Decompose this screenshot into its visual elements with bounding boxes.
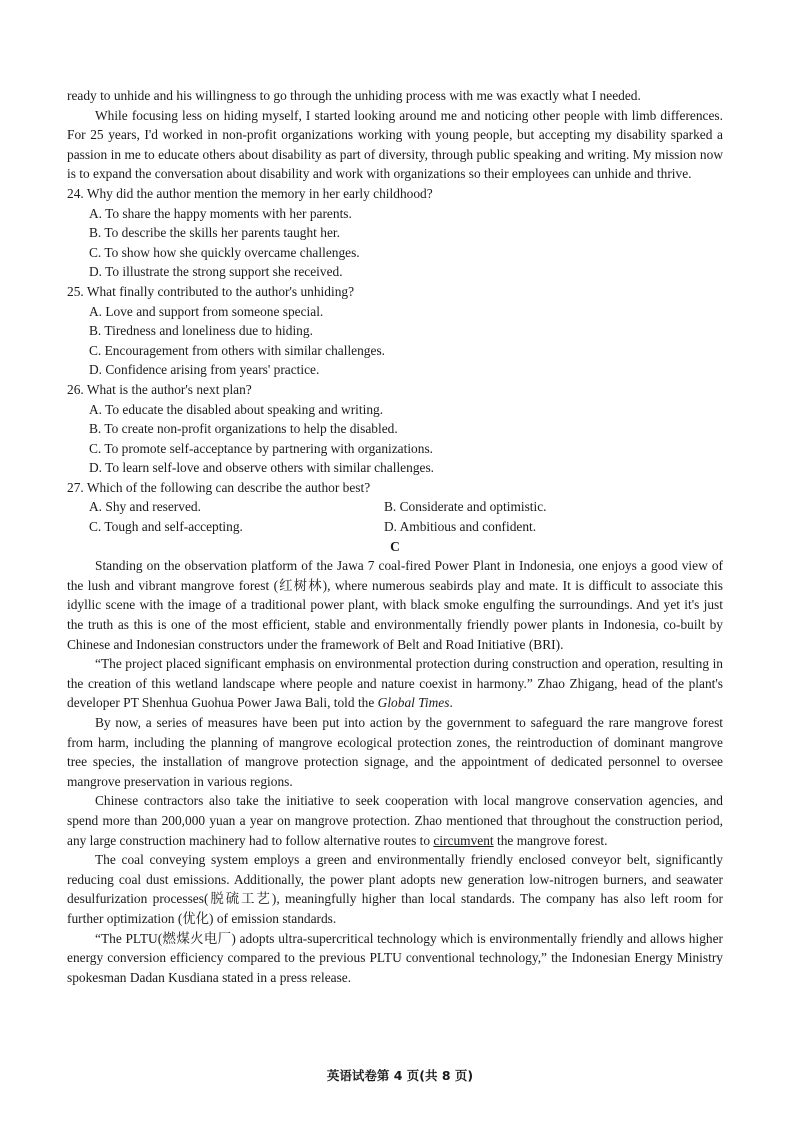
passage-b-paragraph: While focusing less on hiding myself, I started looking around me and noticing other people with limb differences. For 25 years, I'd worked in non-profit organizations working with young people, but accepting my disability sparked a passion in me to educate others about disability as part of diversity, through public speaking and writing. My mission now is to expand the conversation about disability and work with organizations so their employees can unhide and thrive.	[67, 107, 723, 182]
option-d: D. To illustrate the strong support she received.	[89, 264, 343, 280]
option-d: D. Confidence arising from years' practice.	[89, 362, 320, 378]
option-c: C. To show how she quickly overcame challenges.	[89, 244, 360, 260]
question-24	[67, 184, 723, 282]
question-stem: 24. Why did the author mention the memory in her early childhood?	[67, 185, 433, 201]
option-c: C. Encouragement from others with similar challenges.	[89, 342, 385, 358]
option-a: A. Shy and reserved.	[89, 499, 201, 515]
page-footer: 英语试卷第 4 页(共 8 页)	[326, 1068, 474, 1083]
passage-c-paragraph-3: By now, a series of measures have been put into action by the government to safeguard the rare mangrove forest from harm, including the planning of mangrove ecological protection zones, the reintroduction of dominant mangrove tree species, the installation of mangrove protection signage, and the appointment of dedicated personnel to oversee mangrove preservation in various regions.	[67, 715, 723, 789]
option-a: A. Love and support from someone special.	[89, 303, 324, 319]
passage-c-paragraph-4	[67, 791, 723, 850]
option-b: B. To describe the skills her parents taught her.	[89, 225, 340, 241]
option-b: B. Considerate and optimistic.	[384, 499, 547, 515]
passage-c-paragraph-5: The coal conveying system employs a green and environmentally friendly enclosed conveyor belt, significantly reducing coal dust emissions. Additionally, the power plant adopts new generation low-nitrogen burners, and seawater desulfurization processes(脱硫工艺), meaningfully higher than local standards. The company has also left room for further optimization (优化) of emission standards.	[67, 852, 723, 926]
option-c: C. Tough and self-accepting.	[89, 519, 243, 535]
option-d: D. Ambitious and confident.	[384, 519, 537, 535]
punctuation: .	[449, 695, 453, 711]
option-a: A. To educate the disabled about speaking and writing.	[89, 401, 384, 417]
option-b: B. Tiredness and loneliness due to hiding.	[89, 323, 313, 339]
passage-c-heading: C	[390, 538, 400, 554]
passage-c-paragraph-6: “The PLTU(燃煤火电厂) adopts ultra-supercritical technology which is environmentally friendly and allows higher energy conversion efficiency compared to the previous PLTU conventional technology,” the Indonesian Energy Ministry spokesman Dadan Kusdiana stated in a press release.	[67, 930, 723, 985]
question-stem: 27. Which of the following can describe the author best?	[67, 479, 371, 495]
option-b: B. To create non-profit organizations to help the disabled.	[89, 421, 398, 437]
exam-page	[67, 86, 723, 987]
publication-title: Global Times	[377, 695, 450, 711]
passage-c-paragraph-1: Standing on the observation platform of the Jawa 7 coal-fired Power Plant in Indonesia, one enjoys a good view of the lush and vibrant mangrove forest (红树林), where numerous seabirds play and mate. It is difficult to associate this idyllic scene with the image of a traditional power plant, with black smoke engulfing the surroundings. And yet it's just the truth as this is one of the most efficient, stable and environmentally friendly power plants in Indonesia, co-built by Chinese and Indonesian constructors under the framework of Belt and Road Initiative (BRI).	[67, 558, 723, 652]
quote-text: “The project placed significant emphasis on environmental protection during construction and operation, resulting in the creation of this wetland landscape where people and nature coexist in harmony.” Zhao Zhigang, head of the plant's developer PT Shenhua Guohua Power Jawa Bali, told the	[67, 656, 723, 711]
option-c: C. To promote self-acceptance by partnering with organizations.	[89, 440, 434, 456]
option-d: D. To learn self-love and observe others with similar challenges.	[89, 460, 435, 476]
question-25	[67, 282, 723, 380]
question-stem: 26. What is the author's next plan?	[67, 381, 252, 397]
question-26	[67, 380, 723, 478]
passage-b-paragraph-continued: ready to unhide and his willingness to go through the unhiding process with me was exactly what I needed.	[67, 88, 641, 103]
options-grid	[89, 497, 723, 536]
paragraph-text: the mangrove forest.	[493, 832, 608, 848]
underlined-word: circumvent	[433, 832, 494, 848]
question-stem: 25. What finally contributed to the author's unhiding?	[67, 283, 355, 299]
paragraph-text: Chinese contractors also take the initiative to seek cooperation with local mangrove conservation agencies, and spend more than 200,000 yuan a year on mangrove protection. Zhao mentioned that throughout the construction period, any large construction machinery had to follow alternative routes to	[67, 793, 723, 848]
question-27	[67, 478, 723, 537]
option-a: A. To share the happy moments with her parents.	[89, 205, 352, 221]
passage-c-paragraph-2	[67, 654, 723, 713]
